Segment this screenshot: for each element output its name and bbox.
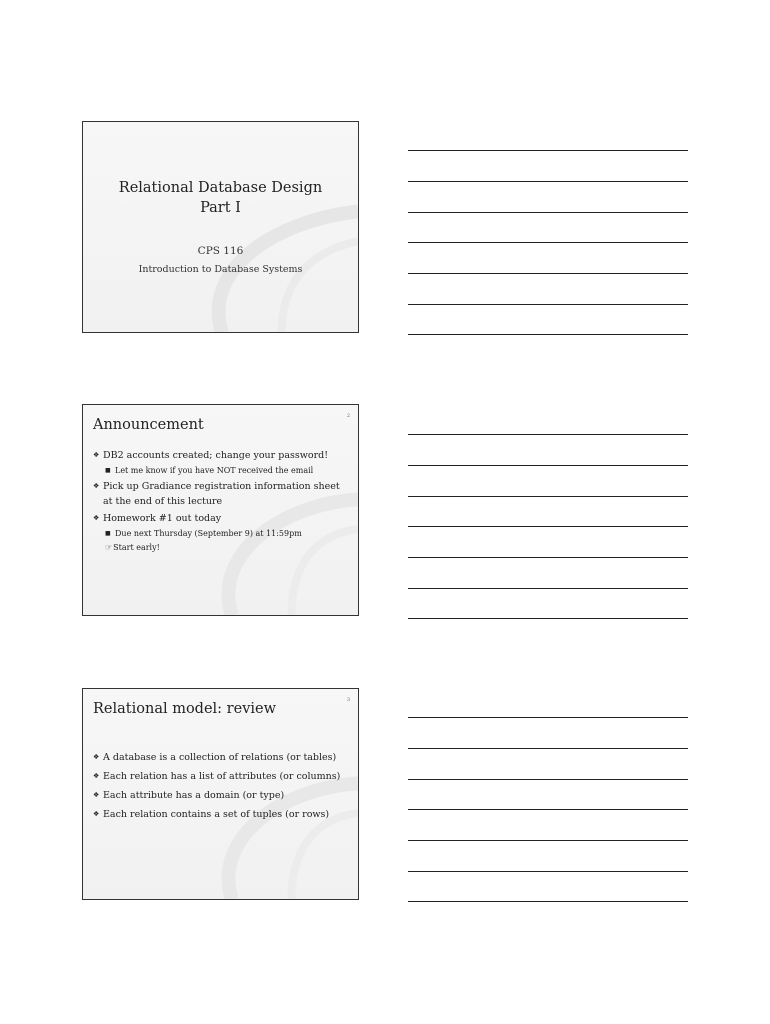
note-line (408, 618, 688, 619)
slide-1 (82, 121, 359, 333)
note-line (408, 717, 688, 718)
note-line (408, 273, 688, 274)
note-line (408, 901, 688, 902)
note-line (408, 496, 688, 497)
diamond-cluster-icon: ❖ (93, 451, 100, 459)
note-line (408, 871, 688, 872)
note-line (408, 212, 688, 213)
diamond-cluster-icon: ❖ (93, 482, 100, 490)
list-item: ❖ Pick up Gradiance registration information sheet at the end of this lecture (93, 481, 340, 507)
note-line (408, 181, 688, 182)
note-line (408, 465, 688, 466)
list-item: ❖ Each relation has a list of attributes (or columns) (93, 771, 341, 782)
list-item: ❖ A database is a collection of relations (or tables) (93, 752, 337, 763)
slide-3 (82, 688, 359, 900)
diamond-cluster-icon: ❖ (93, 810, 100, 818)
diamond-cluster-icon: ❖ (93, 753, 100, 761)
diamond-cluster-icon: ❖ (93, 772, 100, 780)
note-line (408, 526, 688, 527)
list-item: ■ Let me know if you have NOT received the email (105, 466, 314, 475)
list-item: ■ Due next Thursday (September 9) at 11:59pm (105, 529, 302, 538)
bullet-list (93, 750, 350, 826)
list-item: ❖ DB2 accounts created; change your password! (93, 450, 329, 461)
slide-number: 2 (346, 413, 350, 419)
note-line (408, 434, 688, 435)
swirl-watermark-icon (83, 122, 358, 332)
slide-heading: Relational model: review (93, 701, 277, 717)
note-line (408, 150, 688, 151)
slide-title: Relational Database Design Part I (118, 180, 323, 216)
slide-heading: Announcement (93, 417, 204, 433)
note-line (408, 840, 688, 841)
list-item: ❖ Each relation contains a set of tuples (or rows) (93, 809, 330, 820)
diamond-cluster-icon: ❖ (93, 514, 100, 522)
note-line (408, 779, 688, 780)
list-item: ❖ Homework #1 out today (93, 513, 222, 524)
square-bullet-icon: ■ (105, 530, 111, 537)
note-line (408, 557, 688, 558)
note-line (408, 334, 688, 335)
list-item: ❖ Each attribute has a domain (or type) (93, 790, 285, 801)
bullet-list (93, 448, 350, 554)
note-line (408, 748, 688, 749)
pointing-hand-icon: ☞ (105, 543, 113, 552)
course-number: CPS 116 (197, 245, 244, 257)
course-name: Introduction to Database Systems (138, 264, 303, 275)
note-line (408, 304, 688, 305)
note-line (408, 242, 688, 243)
list-item: ☞Start early! (105, 543, 160, 552)
slide-2 (82, 404, 359, 616)
square-bullet-icon: ■ (105, 467, 111, 474)
note-line (408, 588, 688, 589)
diamond-cluster-icon: ❖ (93, 791, 100, 799)
slide-number: 3 (346, 697, 350, 703)
note-line (408, 809, 688, 810)
